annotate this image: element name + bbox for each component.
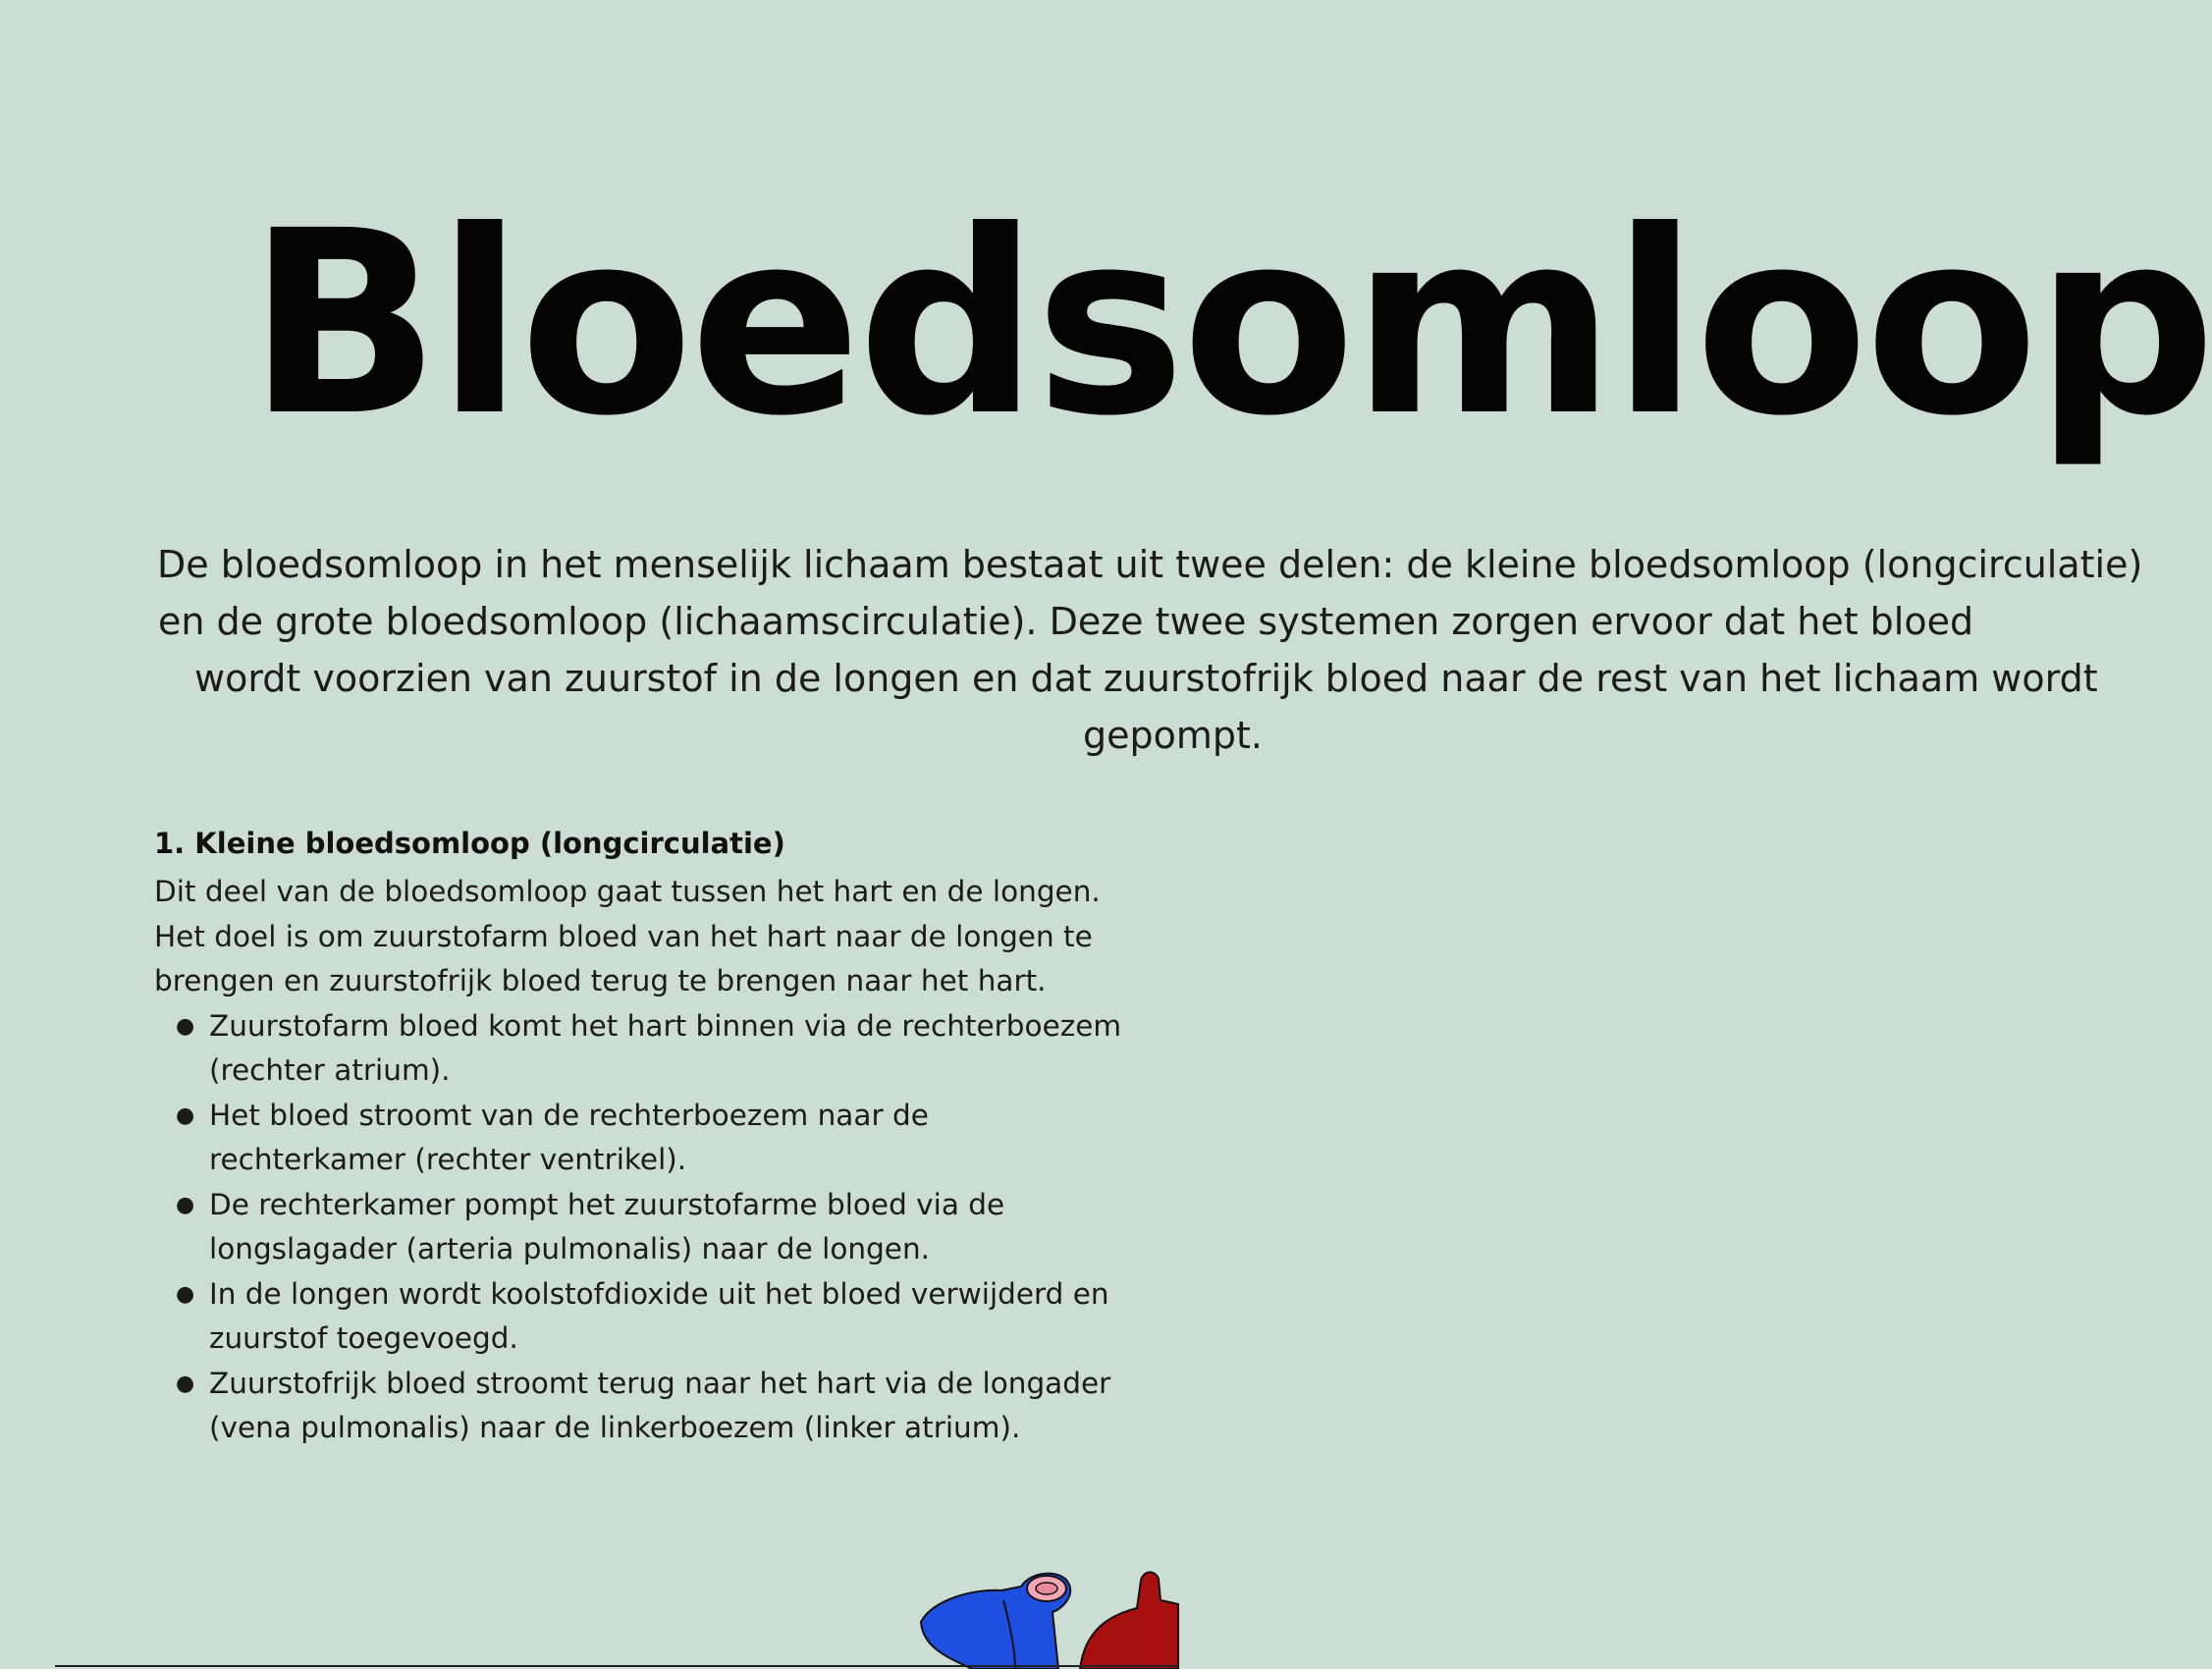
bullet-icon: ● bbox=[176, 1371, 195, 1396]
list-item-text: Zuurstofrijk bloed stroomt terug naar het hart via de longader (vena pulmonalis) naar de linkerboezem (linker atrium). bbox=[209, 1366, 1111, 1444]
bullet-icon: ● bbox=[176, 1013, 195, 1039]
list-item bbox=[176, 1094, 1126, 1183]
bullet-icon: ● bbox=[176, 1192, 195, 1217]
section-paragraph: Dit deel van de bloedsomloop gaat tussen het hart en de longen. Het doel is om zuurstofarm bloed van het hart naar de longen te brengen en zuurstofrijk bloed terug te brengen naar het hart. bbox=[154, 875, 1101, 997]
section-heading: 1. Kleine bloedsomloop (longcirculatie) bbox=[154, 827, 785, 860]
list-item-text: De rechterkamer pompt het zuurstofarme bloed via de longslagader (arteria pulmonalis) naar de longen. bbox=[209, 1187, 1005, 1265]
intro-line: wordt voorzien van zuurstof in de longen en dat zuurstofrijk bloed naar de rest van het lichaam wordt bbox=[194, 657, 2098, 700]
bullet-list bbox=[154, 1004, 1126, 1451]
list-item bbox=[176, 1004, 1126, 1094]
bullet-icon: ● bbox=[176, 1103, 195, 1128]
intro-line: De bloedsomloop in het menselijk lichaam bestaat uit twee delen: de kleine bloedsomloop (longcirculatie) bbox=[157, 543, 2143, 586]
list-item bbox=[176, 1362, 1126, 1451]
list-item-text: Zuurstofarm bloed komt het hart binnen via de rechterboezem (rechter atrium). bbox=[209, 1008, 1122, 1087]
section-kleine-bloedsomloop bbox=[154, 817, 1126, 1451]
list-item bbox=[176, 1183, 1126, 1272]
list-item-text: Het bloed stroomt van de rechterboezem naar de rechterkamer (rechter ventrikel). bbox=[209, 1098, 929, 1176]
bullet-icon: ● bbox=[176, 1281, 195, 1307]
page-title: Bloedsomloop bbox=[247, 177, 2212, 471]
list-item-text: In de longen wordt koolstofdioxide uit het bloed verwijderd en zuurstof toegevoegd. bbox=[209, 1276, 1109, 1355]
list-item bbox=[176, 1272, 1126, 1362]
intro-line: gepompt. bbox=[1083, 714, 1263, 757]
heart-illustration-icon bbox=[913, 1561, 1178, 1669]
page-divider bbox=[55, 1665, 1178, 1667]
intro-line: en de grote bloedsomloop (lichaamscirculatie). Deze twee systemen zorgen ervoor dat het bloed bbox=[158, 600, 1974, 643]
